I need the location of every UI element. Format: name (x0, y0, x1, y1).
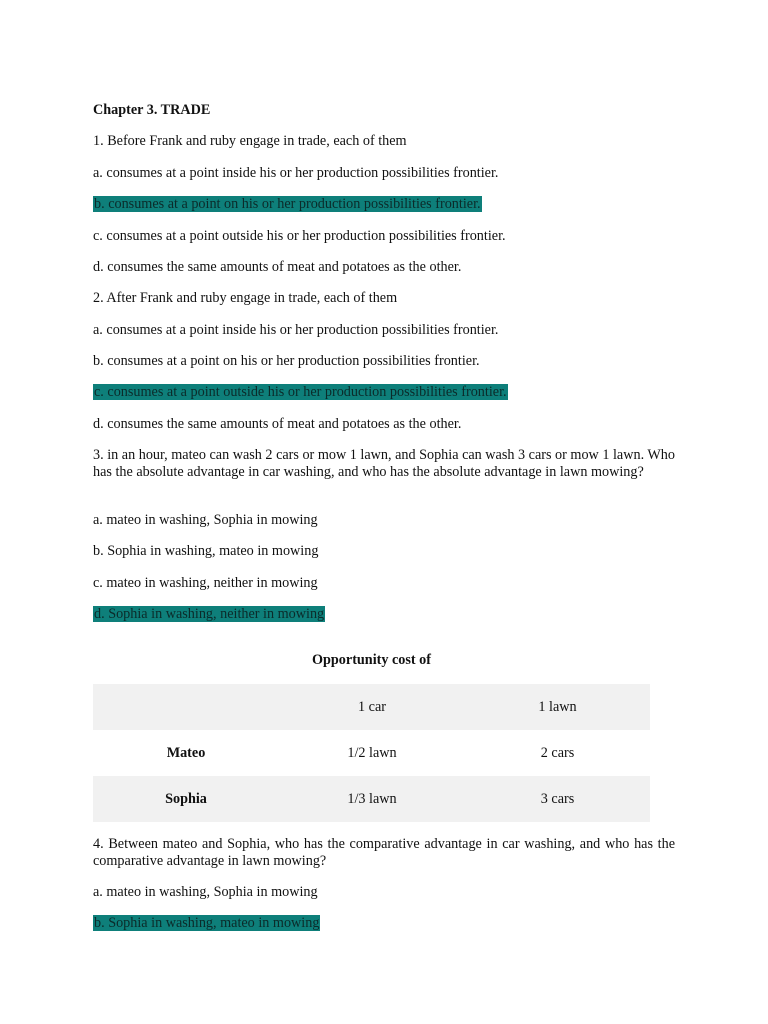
table-cell: 3 cars (465, 776, 650, 822)
q2-question: 2. After Frank and ruby engage in trade, each of them (93, 290, 398, 306)
answer-highlight: b. Sophia in washing, mateo in mowing (94, 915, 320, 931)
answer-highlight: c. consumes at a point outside his or her production possibilities frontier. (94, 384, 507, 400)
q1-option-c: c. consumes at a point outside his or her production possibilities frontier. (93, 228, 506, 244)
q3-option-d-answer (93, 606, 325, 623)
table-cell: 1/2 lawn (347, 744, 397, 761)
answer-highlight: d. Sophia in washing, neither in mowing (94, 606, 325, 622)
q3-option-c: c. mateo in washing, neither in mowing (93, 575, 318, 591)
q2-option-a: a. consumes at a point inside his or her production possibilities frontier. (93, 322, 499, 338)
opportunity-cost-table (93, 684, 650, 822)
table-cell: 1/3 lawn (279, 776, 465, 822)
q4-option-b-answer (93, 915, 320, 932)
q4-question: 4. Between mateo and Sophia, who has the comparative advantage in car washing, and who has the comparative advantage in lawn mowing? (93, 836, 675, 869)
answer-highlight: b. consumes at a point on his or her production possibilities frontier. (94, 196, 481, 212)
q3-question: 3. in an hour, mateo can wash 2 cars or mow 1 lawn, and Sophia can wash 3 cars or mow 1 lawn. Who has the absolute advantage in car washing, and who has the absolute advantage in lawn mowing? (93, 447, 675, 480)
table-cell: 2 cars (540, 744, 575, 761)
q1-option-a: a. consumes at a point inside his or her production possibilities frontier. (93, 165, 499, 181)
q1-question: 1. Before Frank and ruby engage in trade, each of them (93, 133, 407, 149)
q3-option-a: a. mateo in washing, Sophia in mowing (93, 512, 318, 528)
q4-option-a: a. mateo in washing, Sophia in mowing (93, 884, 318, 900)
table-header-cell (93, 684, 279, 730)
table-header-cell: 1 lawn (465, 684, 650, 730)
q2-option-d: d. consumes the same amounts of meat and potatoes as the other. (93, 416, 462, 432)
table-header-row (93, 684, 650, 730)
table-row (93, 776, 650, 822)
chapter-title: Chapter 3. TRADE (93, 102, 211, 118)
table-header-cell: 1 car (279, 684, 465, 730)
q1-option-b-answer (93, 196, 482, 213)
q3-option-b: b. Sophia in washing, mateo in mowing (93, 543, 319, 559)
table-row-header: Sophia (93, 776, 279, 822)
q2-option-c-answer (93, 384, 508, 401)
q1-option-d: d. consumes the same amounts of meat and potatoes as the other. (93, 259, 462, 275)
table-row (93, 730, 650, 776)
table-row-header: Mateo (166, 744, 206, 761)
table-caption: Opportunity cost of (311, 652, 432, 668)
q2-option-b: b. consumes at a point on his or her production possibilities frontier. (93, 353, 480, 369)
